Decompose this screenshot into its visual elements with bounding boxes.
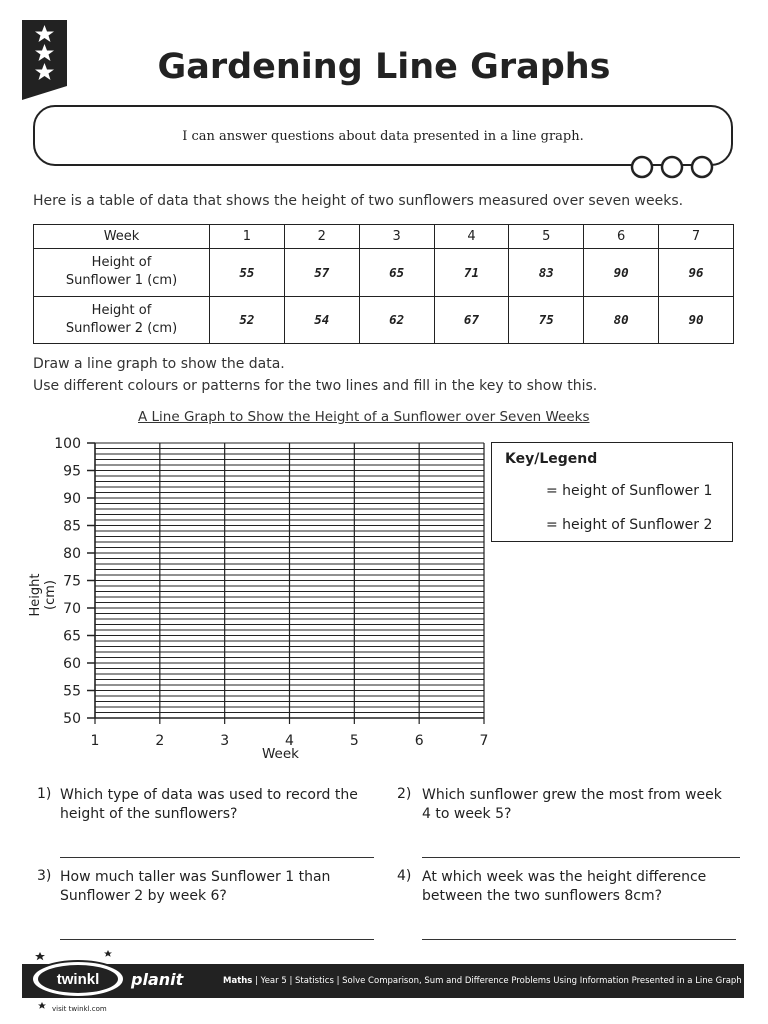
answer-line[interactable] xyxy=(422,857,740,858)
x-tick-label: 5 xyxy=(349,733,359,749)
table-cell: 96 xyxy=(659,249,734,296)
y-tick-label: 70 xyxy=(63,601,81,617)
y-tick-label: 100 xyxy=(54,436,81,452)
x-tick-label: 4 xyxy=(285,733,294,749)
y-tick-label: 95 xyxy=(63,463,81,480)
question-line: Which sunflower grew the most from week xyxy=(422,787,722,803)
question-number: 1) xyxy=(37,786,52,802)
y-tick-label: 75 xyxy=(63,573,81,590)
question-line: height of the sunflowers? xyxy=(60,806,238,822)
star-icon xyxy=(38,1002,46,1009)
question-line: 4 to week 5? xyxy=(422,806,512,822)
table-cell: 71 xyxy=(434,249,509,296)
table-cell: 55 xyxy=(210,249,285,296)
week-header: Week xyxy=(34,225,210,249)
x-tick-label: 2 xyxy=(155,733,165,749)
answer-line[interactable] xyxy=(60,857,374,858)
table-cell: 83 xyxy=(509,249,584,296)
y-tick-label: 65 xyxy=(63,628,81,645)
question-line: At which week was the height difference xyxy=(422,869,707,885)
table-cell: 62 xyxy=(359,296,434,343)
table-cell: 90 xyxy=(659,296,734,343)
answer-line[interactable] xyxy=(60,939,374,940)
instruction-line: Use different colours or patterns for the two lines and fill in the key to show this. xyxy=(33,378,598,394)
x-tick-label: 3 xyxy=(220,733,230,749)
x-tick-label: 6 xyxy=(414,733,424,749)
table-cell: 6 xyxy=(584,225,659,249)
table-cell: 54 xyxy=(284,296,359,343)
row-header-line: Height of xyxy=(91,302,152,318)
table-cell: 67 xyxy=(434,296,509,343)
y-tick-label: 50 xyxy=(63,711,81,727)
star-icon xyxy=(35,952,45,960)
table-cell: 75 xyxy=(509,296,584,343)
intro-text: Here is a table of data that shows the height of two sunflowers measured over seven weeks. xyxy=(33,193,684,209)
table-cell: 2 xyxy=(284,225,359,249)
question-line: How much taller was Sunflower 1 than xyxy=(60,869,331,885)
y-tick-label: 90 xyxy=(63,491,81,507)
question-text xyxy=(60,786,358,824)
chart-title: A Line Graph to Show the Height of a Sunflower over Seven Weeks xyxy=(138,409,590,425)
x-axis-label: Week xyxy=(262,746,299,762)
table-cell: 3 xyxy=(359,225,434,249)
visit-link[interactable]: visit twinkl.com xyxy=(52,1005,107,1013)
question-text xyxy=(422,868,706,906)
footer-subject: Maths xyxy=(223,976,253,986)
y-tick-label: 55 xyxy=(63,683,81,700)
legend-item: = height of Sunflower 2 xyxy=(546,517,713,533)
table-cell: 65 xyxy=(359,249,434,296)
question-number: 2) xyxy=(397,786,412,802)
row-header-line: Sunflower 1 (cm) xyxy=(65,273,178,289)
y-tick-label: 60 xyxy=(63,656,81,672)
question-line: between the two sunflowers 8cm? xyxy=(422,888,663,904)
y-tick-label: 80 xyxy=(63,546,81,562)
table-cell: 5 xyxy=(509,225,584,249)
table-cell: 1 xyxy=(210,225,285,249)
page-title: Gardening Line Graphs xyxy=(157,47,611,87)
question-number: 3) xyxy=(37,868,52,884)
row-header-line: Height of xyxy=(91,255,152,271)
instruction-line: Draw a line graph to show the data. xyxy=(33,356,285,372)
table-cell: 57 xyxy=(284,249,359,296)
x-tick-label: 7 xyxy=(479,733,489,749)
question-line: Sunflower 2 by week 6? xyxy=(60,888,227,904)
table-cell: 80 xyxy=(584,296,659,343)
answer-line[interactable] xyxy=(422,939,736,940)
question-number: 4) xyxy=(397,868,412,884)
learning-objective: I can answer questions about data presented in a line graph. xyxy=(182,129,584,144)
x-tick-label: 1 xyxy=(90,733,100,749)
legend-item: = height of Sunflower 1 xyxy=(546,483,713,499)
y-axis-label: Height (cm) xyxy=(28,573,58,617)
table-cell: 52 xyxy=(210,296,285,343)
y-tick-label: 85 xyxy=(63,518,81,535)
row-header-line: Sunflower 2 (cm) xyxy=(65,320,178,336)
legend-title: Key/Legend xyxy=(505,451,598,467)
brand-name: twinkl xyxy=(56,971,100,988)
twinkl-logo[interactable] xyxy=(28,944,128,1014)
question-text xyxy=(60,868,330,906)
question-line: Which type of data was used to record the xyxy=(60,787,358,803)
footer-details: | Year 5 | Statistics | Solve Comparison, Sum and Difference Problems Using Information Presented in a Line Graph xyxy=(252,976,742,986)
table-cell: 90 xyxy=(584,249,659,296)
table-cell: 4 xyxy=(434,225,509,249)
table-cell: 7 xyxy=(659,225,734,249)
planit-label: planit xyxy=(131,970,184,989)
footer-info xyxy=(223,976,742,986)
question-text xyxy=(422,786,722,824)
star-icon xyxy=(104,950,112,957)
